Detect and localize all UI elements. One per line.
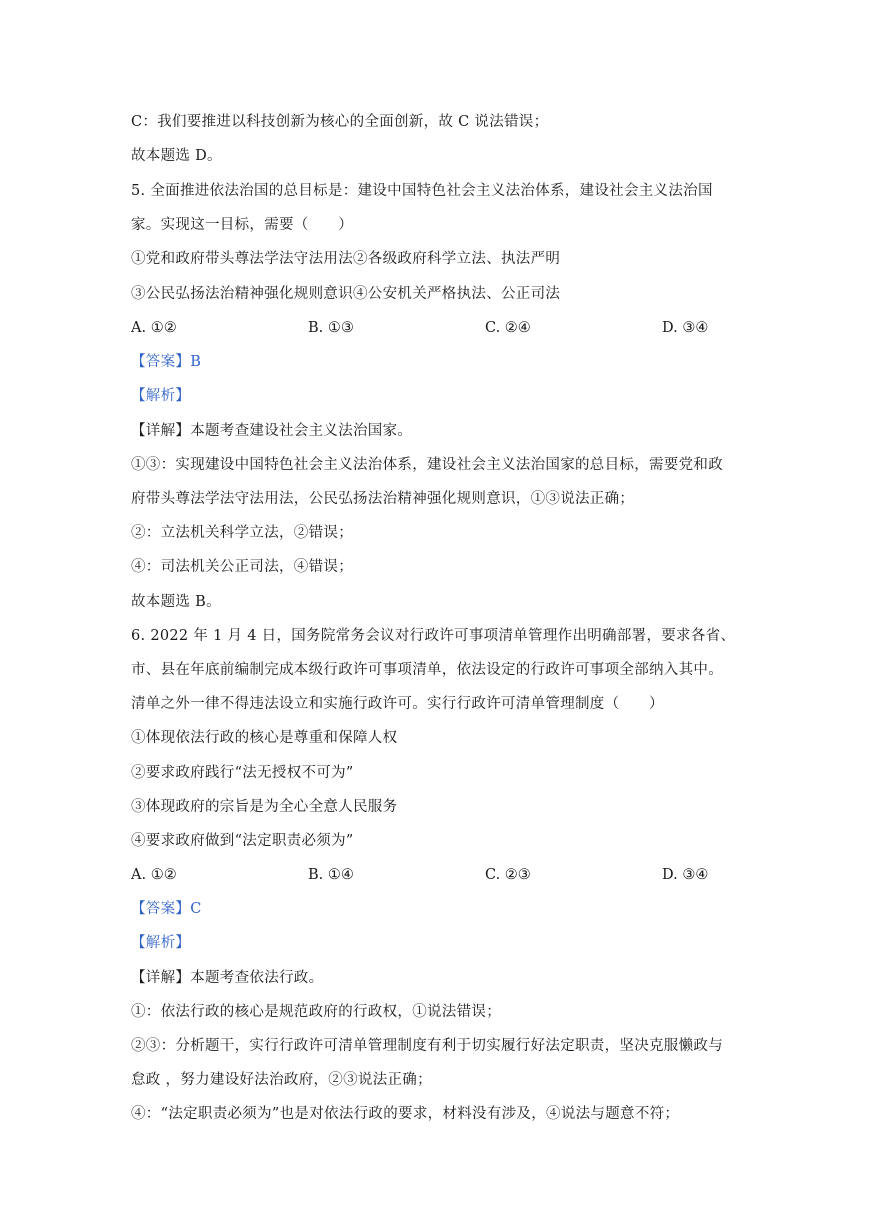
question-5-stem: 5. 全面推进依法治国的总目标是：建设中国特色社会主义法治体系，建设社会主义法治国: [131, 183, 713, 199]
question-6-stem: 清单之外一律不得违法设立和实施行政许可。实行行政许可清单管理制度（ ）: [131, 696, 664, 712]
statement-line: ①党和政府带头尊法学法守法用法②各级政府科学立法、执法严明: [131, 251, 561, 267]
statement-line: ③公民弘扬法治精神强化规则意识④公安机关严格执法、公正司法: [131, 286, 561, 302]
option-c: C. ②③: [485, 867, 531, 883]
option-d: D. ③④: [662, 867, 709, 883]
detail-line: 【详解】本题考查建设社会主义法治国家。: [131, 423, 413, 439]
detail-line: ①：依法行政的核心是规范政府的行政权，①说法错误；: [131, 1004, 501, 1020]
detail-line: 【详解】本题考查依法行政。: [131, 970, 324, 986]
detail-line: ④：司法机关公正司法，④错误；: [131, 559, 353, 575]
answer-label: 【答案】C: [131, 901, 202, 917]
question-6-stem: 市、县在年底前编制完成本级行政许可事项清单，依法设定的行政许可事项全部纳入其中。: [131, 662, 723, 678]
detail-line: 故本题选 B。: [131, 594, 221, 610]
detail-line: ④：“法定职责必须为”也是对依法行政的要求，材料没有涉及，④说法与题意不符；: [131, 1106, 680, 1122]
option-b: B. ①④: [308, 867, 354, 883]
question-6-stem: 6. 2022 年 1 月 4 日，国务院常务会议对行政许可事项清单管理作出明确部署，要求各省、: [131, 628, 736, 644]
option-a: A. ①②: [131, 867, 177, 883]
detail-line: ②③：分析题干，实行行政许可清单管理制度有利于切实履行好法定职责，坚决克服懒政与: [131, 1038, 723, 1054]
analysis-label: 【解析】: [131, 388, 191, 404]
detail-line: ②：立法机关科学立法，②错误；: [131, 525, 353, 541]
question-5-stem: 家。实现这一目标，需要（ ）: [131, 217, 353, 233]
statement-line: ①体现依法行政的核心是尊重和保障人权: [131, 730, 398, 746]
statement-line: ④要求政府做到“法定职责必须为”: [131, 833, 354, 849]
detail-line: ①③：实现建设中国特色社会主义法治体系，建设社会主义法治国家的总目标，需要党和政: [131, 457, 723, 473]
detail-line: 怠政 ，努力建设好法治政府，②③说法正确；: [131, 1072, 432, 1088]
option-d: D. ③④: [662, 320, 709, 336]
statement-line: ②要求政府践行“法无授权不可为”: [131, 765, 354, 781]
statement-line: ③体现政府的宗旨是为全心全意人民服务: [131, 799, 398, 815]
text-line: C：我们要推进以科技创新为核心的全面创新，故 C 说法错误；: [131, 114, 549, 130]
analysis-label: 【解析】: [131, 935, 191, 951]
detail-line: 府带头尊法学法守法用法，公民弘扬法治精神强化规则意识，①③说法正确；: [131, 491, 635, 507]
option-b: B. ①③: [308, 320, 354, 336]
answer-label: 【答案】B: [131, 354, 202, 370]
option-a: A. ①②: [131, 320, 177, 336]
option-c: C. ②④: [485, 320, 531, 336]
text-line: 故本题选 D。: [131, 148, 222, 164]
